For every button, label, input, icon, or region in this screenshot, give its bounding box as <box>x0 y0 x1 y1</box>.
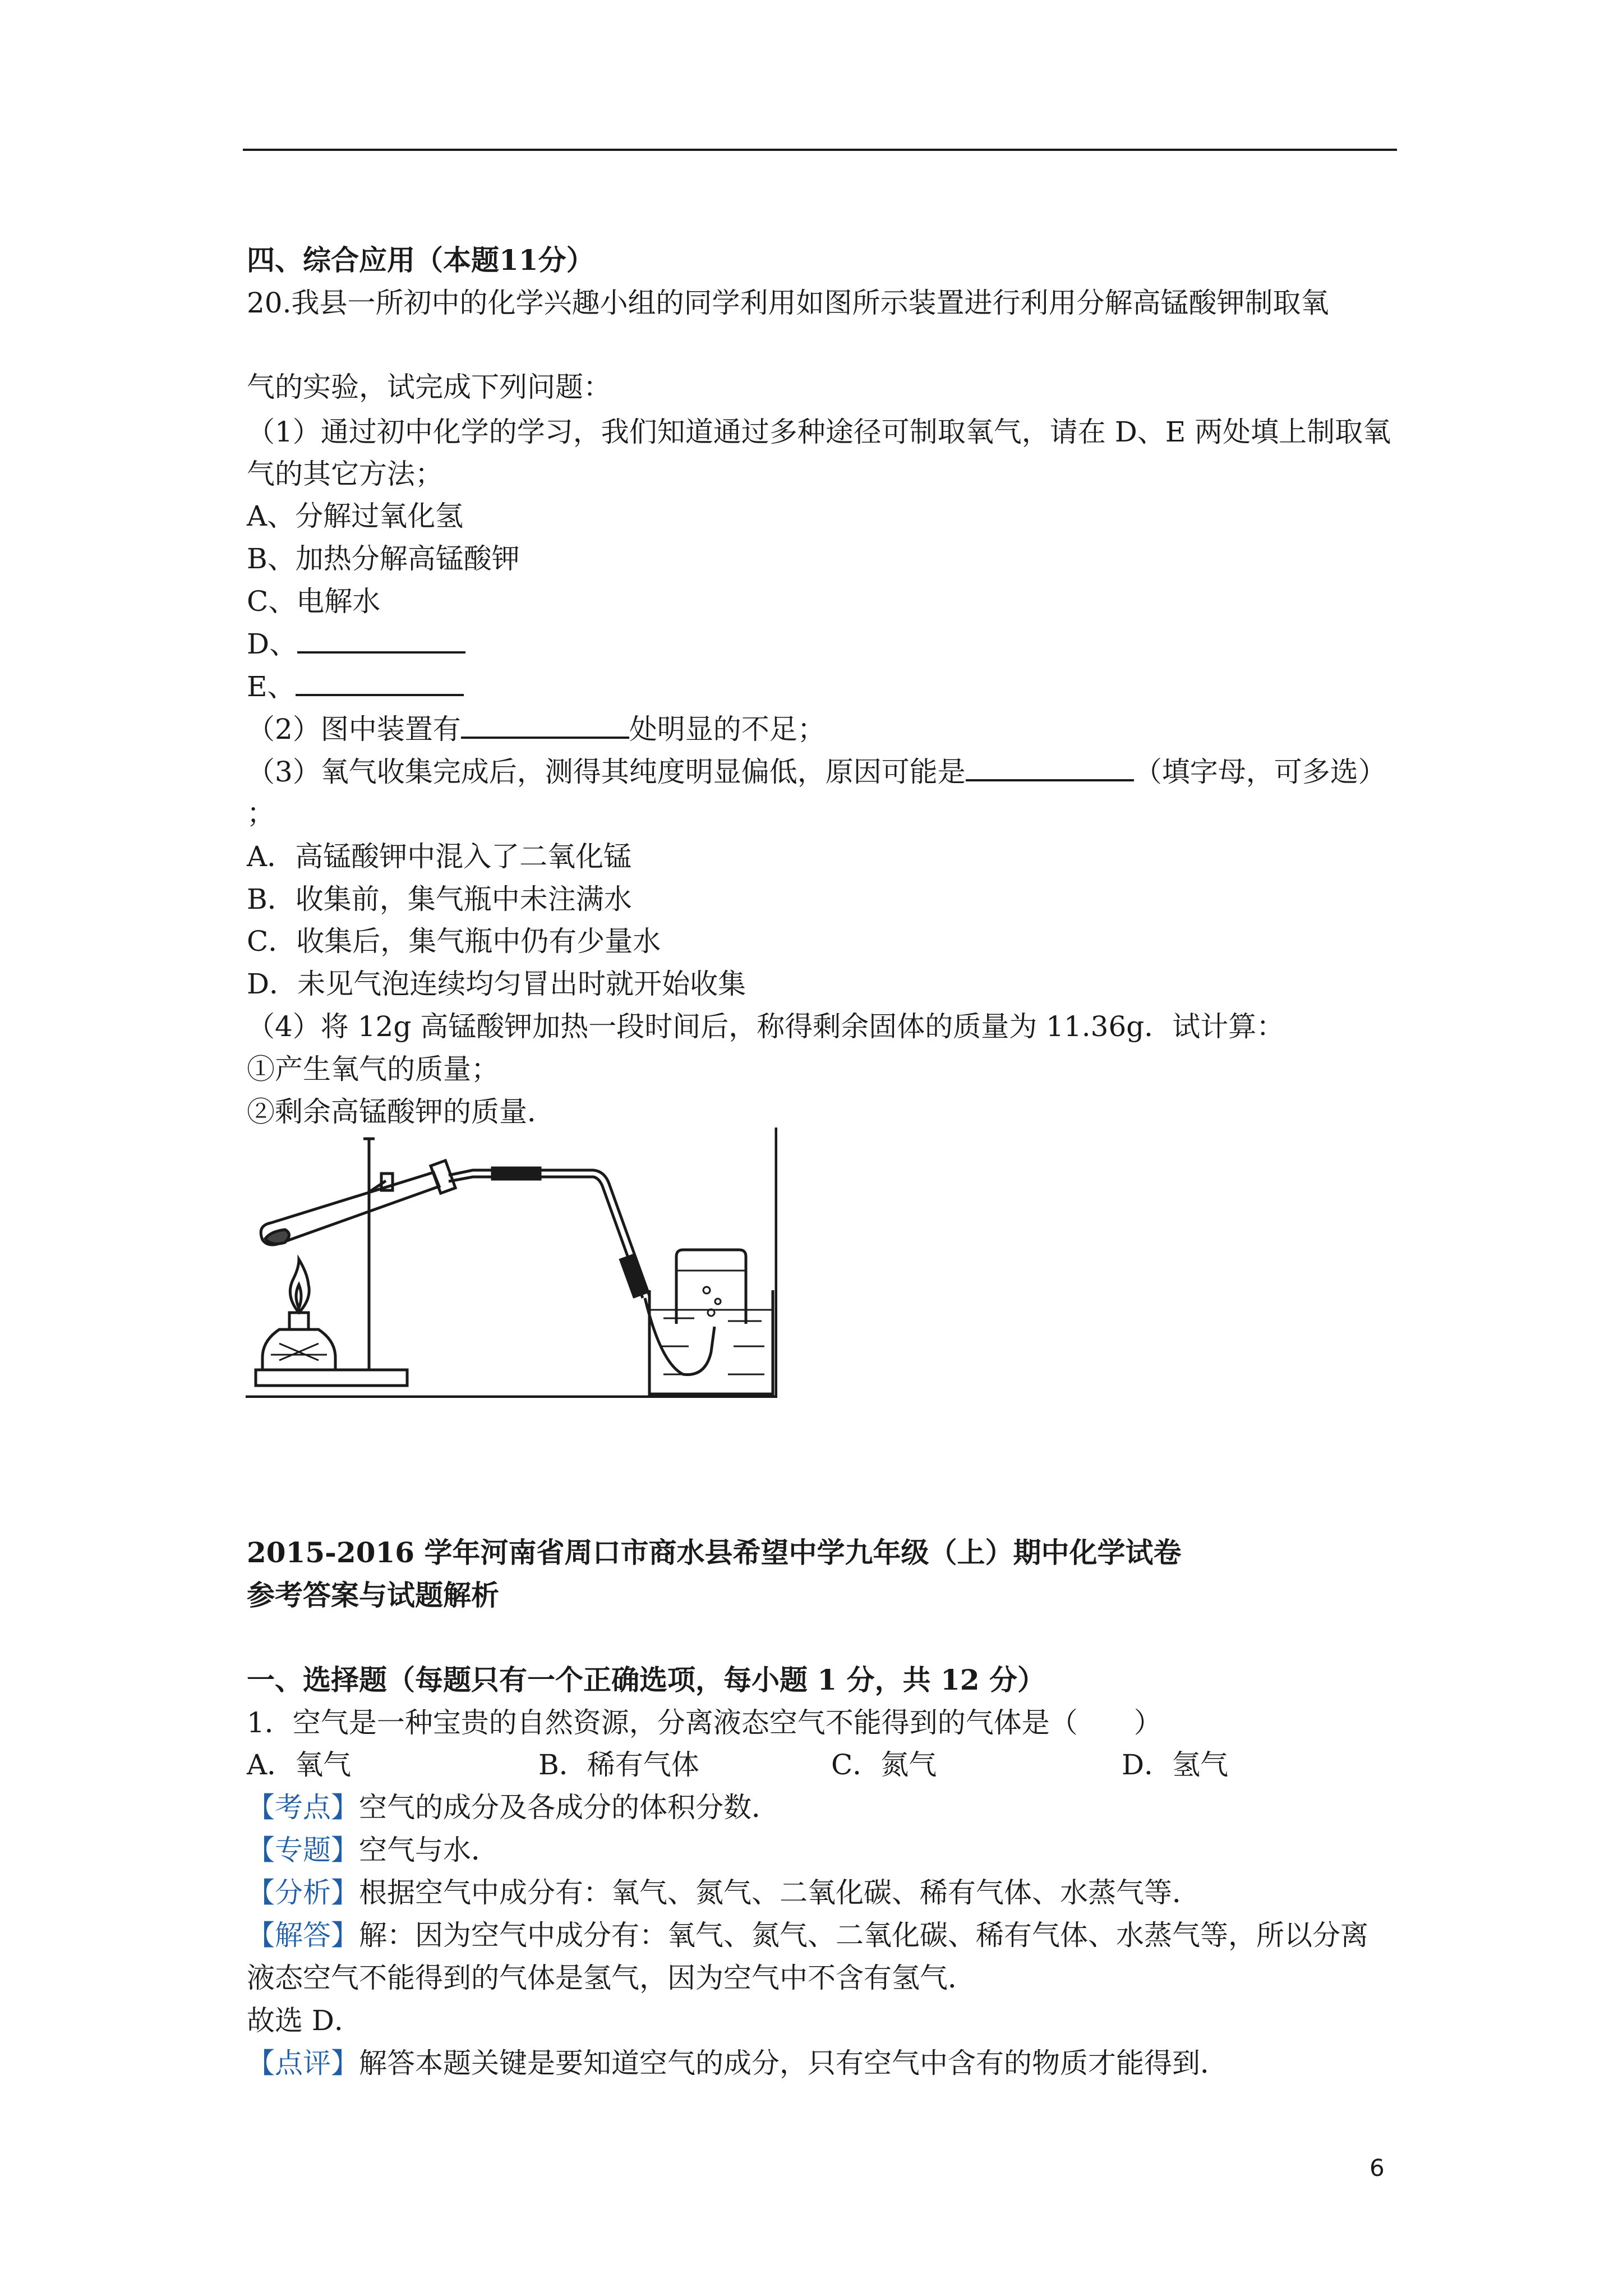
dianping-text: 解答本题关键是要知道空气的成分，只有空气中含有的物质才能得到． <box>359 2047 1228 2079</box>
p3-semicolon: ； <box>247 797 275 830</box>
p2-blank[interactable] <box>461 713 629 739</box>
bubble <box>703 1287 710 1294</box>
p3-before: （3）氧气收集完成后，测得其纯度明显偏低，原因可能是 <box>247 756 966 788</box>
p2-before: （2）图中装置有 <box>247 713 461 746</box>
p2-row <box>247 712 826 746</box>
kmno4-solid <box>265 1230 289 1244</box>
jieda-row <box>247 1918 1368 1952</box>
gas-jar <box>676 1250 746 1324</box>
jieda-text2: 液态空气不能得到的气体是氢气，因为空气中不含有氢气． <box>247 1962 976 1994</box>
method-d-row <box>247 627 465 661</box>
p4: （4）将 12g 高锰酸钾加热一段时间后，称得剩余固体的质量为 11.36g．试计算： <box>247 1010 1285 1043</box>
method-e-blank[interactable] <box>296 670 464 696</box>
choice-b: B．收集前，集气瓶中未注满水 <box>247 883 632 915</box>
answer-title: 2015-2016 学年河南省周口市商水县希望中学九年级（上）期中化学试卷 <box>247 1536 1182 1569</box>
method-b: B、加热分解高锰酸钾 <box>247 542 520 575</box>
q1-option-c: C．氮气 <box>831 1749 937 1781</box>
p1-line1: （1）通过初中化学的学习，我们知道通过多种途径可制取氧气，请在 D、E 两处填上制取氧 <box>247 416 1391 448</box>
stand-base <box>256 1370 407 1386</box>
answer-subtitle: 参考答案与试题解析 <box>247 1579 499 1612</box>
q20-line1: 20.我县一所初中的化学兴趣小组的同学利用如图所示装置进行利用分解高锰酸钾制取氧 <box>247 287 1329 319</box>
fenxi-tag: 【分析】 <box>247 1876 359 1909</box>
q1-option-a: A．氧气 <box>247 1749 352 1781</box>
p2-after: 处明显的不足； <box>629 713 826 746</box>
page-number: 6 <box>1370 2154 1385 2182</box>
header-rule <box>243 149 1397 151</box>
fenxi-row <box>247 1876 1200 1910</box>
section4-heading: 四、综合应用（本题11分） <box>247 243 594 277</box>
section1-heading: 一、选择题（每题只有一个正确选项，每小题 1 分，共 12 分） <box>247 1663 1045 1696</box>
p4-1: ①产生氧气的质量； <box>247 1053 499 1085</box>
method-e-row <box>247 670 464 703</box>
zhuanti-tag: 【专题】 <box>247 1834 359 1866</box>
kaodian-text: 空气的成分及各成分的体积分数． <box>359 1791 780 1824</box>
choice-d: D．未见气泡连续均匀冒出时就开始收集 <box>247 968 746 1000</box>
rubber-joint <box>492 1168 540 1179</box>
method-a: A、分解过氧化氢 <box>247 500 464 532</box>
q1-stem: 1．空气是一种宝贵的自然资源，分离液态空气不能得到的气体是（ ） <box>247 1706 1162 1739</box>
kaodian-row <box>247 1791 780 1824</box>
conclusion: 故选 D． <box>247 2004 362 2037</box>
jieda-tag: 【解答】 <box>247 1919 359 1952</box>
dianping-row <box>247 2046 1228 2080</box>
p1-line2: 气的其它方法； <box>247 458 443 490</box>
fenxi-text: 根据空气中成分有：氧气、氮气、二氧化碳、稀有气体、水蒸气等． <box>359 1876 1200 1909</box>
method-d-blank[interactable] <box>297 628 465 654</box>
method-d-label: D、 <box>247 628 298 660</box>
lamp-neck <box>289 1313 308 1329</box>
alcohol-lamp <box>262 1329 335 1370</box>
zhuanti-text: 空气与水． <box>359 1834 499 1866</box>
choice-a: A．高锰酸钾中混入了二氧化锰 <box>247 840 632 873</box>
q20-line2: 气的实验，试完成下列问题： <box>247 371 611 403</box>
p4-2: ②剩余高锰酸钾的质量． <box>247 1096 555 1128</box>
dianping-tag: 【点评】 <box>247 2047 359 2079</box>
p3-blank[interactable] <box>966 756 1134 781</box>
method-e-label: E、 <box>247 670 296 703</box>
zhuanti-row <box>247 1833 499 1867</box>
q1-option-b: B．稀有气体 <box>538 1749 699 1781</box>
jieda-text1: 解：因为空气中成分有：氧气、氮气、二氧化碳、稀有气体、水蒸气等，所以分离 <box>359 1919 1368 1952</box>
oxygen-apparatus-figure <box>246 1128 777 1398</box>
p3-row <box>247 755 1386 789</box>
p3-after: （填字母，可多选） <box>1133 756 1386 788</box>
method-c: C、电解水 <box>247 585 381 618</box>
choice-c: C．收集后，集气瓶中仍有少量水 <box>247 925 661 958</box>
kaodian-tag: 【考点】 <box>247 1791 359 1824</box>
q1-option-d: D．氢气 <box>1122 1749 1229 1781</box>
